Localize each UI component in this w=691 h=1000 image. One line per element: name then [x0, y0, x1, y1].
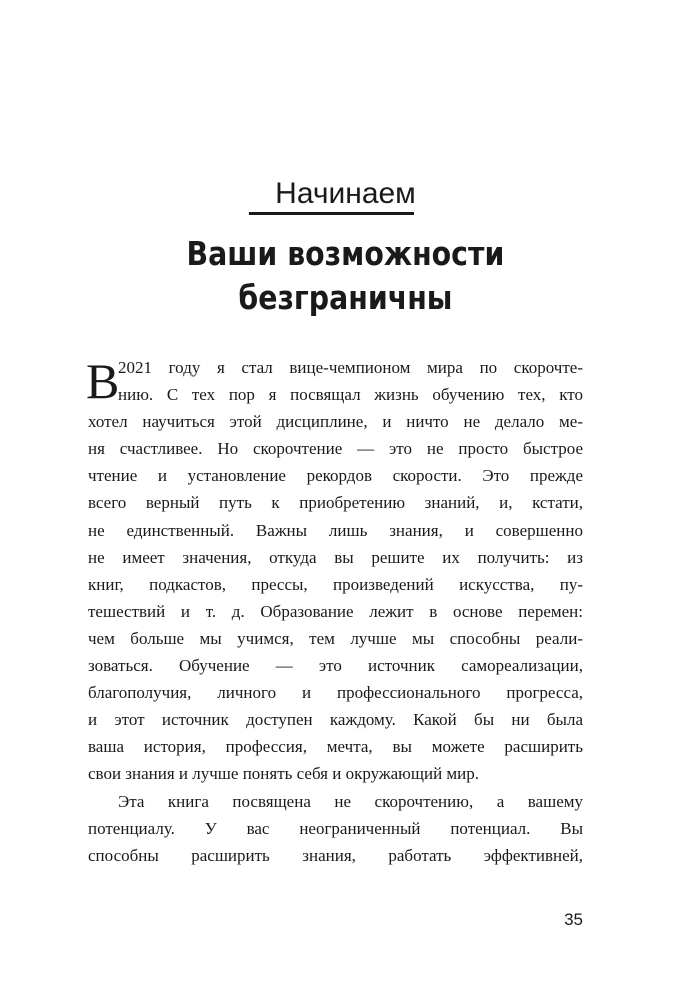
text-line: нию. С тех пор я посвящал жизнь обучению тех, кто [118, 385, 583, 405]
body-text [88, 354, 583, 869]
text-line: чем больше мы учимся, тем лучше мы способны реали- [88, 628, 583, 648]
drop-cap: В [86, 353, 120, 409]
section-underline [249, 212, 414, 215]
text-line: свои знания и лучше понять себя и окружающий мир. [88, 764, 480, 784]
chapter-title-line-1: Ваши возможности [186, 234, 505, 273]
text-line: тешествий и т. д. Образование лежит в основе перемен: [88, 601, 583, 621]
text-line: и этот источник доступен каждому. Какой бы ни была [88, 710, 583, 730]
text-line: чтение и установление рекордов скорости. Это прежде [88, 466, 583, 486]
text-line: Эта книга посвящена не скорочтению, а вашему [118, 791, 583, 811]
text-line: ня счастливее. Но скорочтение — это не просто быстрое [88, 439, 583, 459]
text-line: хотел научиться этой дисциплине, и ничто не делало ме- [88, 412, 583, 432]
text-line: всего верный путь к приобретению знаний, и, кстати, [88, 493, 583, 513]
page-number: 35 [564, 910, 583, 929]
section-label: Начинаем [275, 177, 416, 210]
text-line: не единственный. Важны лишь знания, и совершенно [88, 520, 583, 540]
text-line: не имеет значения, откуда вы решите их получить: из [88, 547, 583, 567]
text-line: зоваться. Обучение — это источник самореализации, [88, 656, 583, 676]
text-line: 2021 году я стал вице-чемпионом мира по скорочте- [118, 358, 583, 377]
text-line: потенциалу. У вас неограниченный потенциал. Вы [88, 818, 583, 838]
chapter-title [48, 232, 642, 320]
text-line: способны расширить знания, работать эффективней, [88, 845, 583, 865]
chapter-title-line-2: безграничны [238, 278, 453, 317]
text-line: ваша история, профессия, мечта, вы можете расширить [88, 737, 583, 757]
text-line: книг, подкастов, прессы, произведений искусства, пу- [88, 574, 583, 594]
text-line: благополучия, личного и профессионального прогресса, [88, 683, 583, 703]
